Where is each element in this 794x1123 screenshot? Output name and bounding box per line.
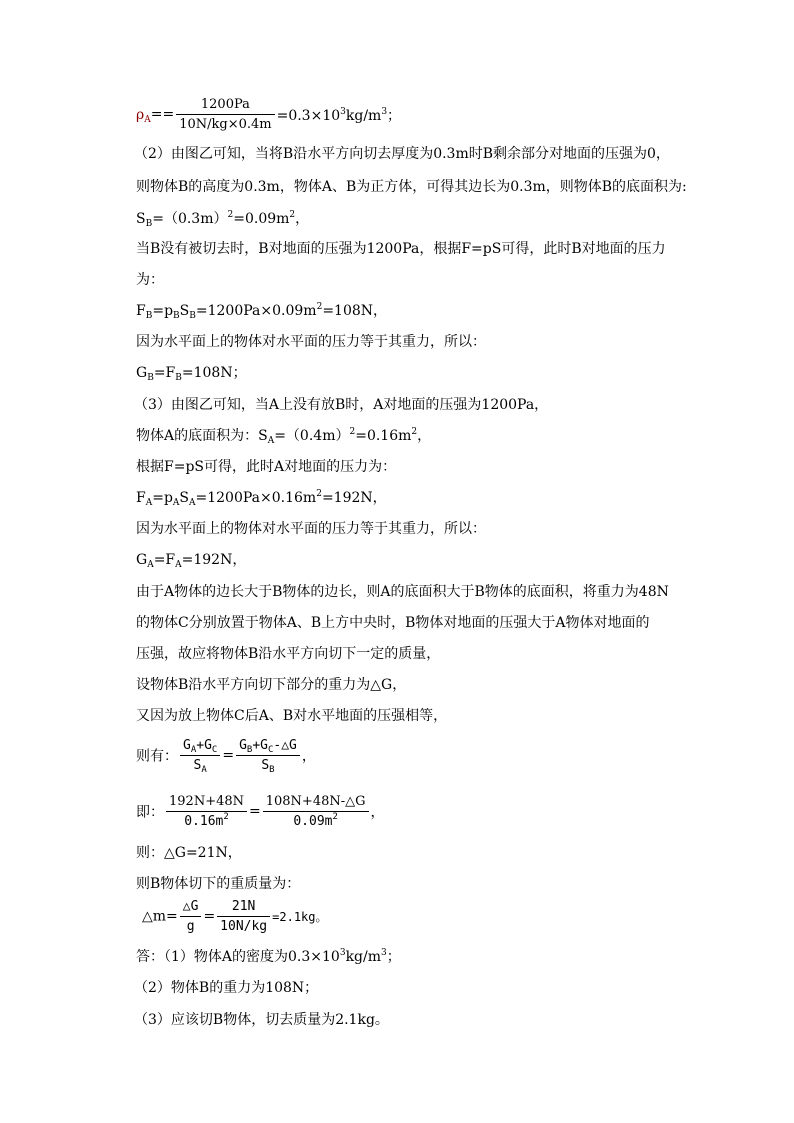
answer-line-1: 答：（1）物体A的密度为$0.3\times 10^3kg/m^3$； <box>136 948 401 965</box>
density-formula-line <box>136 97 401 132</box>
sb-formula: $S_B=(0.3m)^2=0.09m^2$， <box>136 210 310 229</box>
pressure-equality-equation: 则有： $\frac{G_A+G_C}{S_A}$ = $\frac{G_B+G_C-\triangle G}{S_B}$ ， <box>136 738 316 775</box>
density-fraction: $\frac{1200Pa}{10N/kg\times 0.4m}$ <box>176 97 274 132</box>
text-line: 则物体B的高度为0.3m，物体A、B为正方体，可得其边长为0.3m，则物体B的底面积为: <box>136 179 687 195</box>
text-line: 因为水平面上的物体对水平面的压力等于其重力，所以： <box>136 334 486 350</box>
text-line: 的物体C分别放置于物体A、B上方中央时，B物体对地面的压强大于A物体对地面的 <box>136 615 650 631</box>
sa-formula: 物体A的底面积为：$S_A=(0.4m)^2=0.16m^2$， <box>136 427 432 446</box>
text-line: 当B没有被切去时，B对地面的压强为1200Pa，根据F=pS可得，此时B对地面的压力 <box>136 241 666 257</box>
answer-line-2: （2）物体B的重力为108N； <box>134 980 319 996</box>
gb-formula: $G_B=F_B=108N$； <box>136 365 247 383</box>
text-line: 又因为放上物体C后A、B对水平地面的压强相等， <box>136 708 448 724</box>
text-line: （3）由图乙可知，当A上没有放B时，A对地面的压强为1200Pa， <box>134 397 549 413</box>
fraction-left: $\frac{G_A+G_C}{S_A}$ <box>180 738 220 773</box>
numeric-substitution-equation: 即： $\frac{192N+48N}{0.16m^2}$ = $\frac{108N+48N-\triangle G}{0.09m^2}$ ， <box>136 794 385 829</box>
text-line: 则：△G=21N， <box>136 845 242 861</box>
text-line: 压强，故应将物体B沿水平方向切下一定的质量， <box>136 646 441 662</box>
fraction-left: $\frac{\triangle G}{g}$ <box>180 899 202 934</box>
fb-formula: $F_B=p_BS_B=1200Pa\times 0.09m^2=108N$， <box>136 302 388 321</box>
text-line: 因为水平面上的物体对水平面的压力等于其重力，所以： <box>136 521 486 537</box>
text-line: 根据F=pS可得，此时A对地面的压力为： <box>136 459 397 475</box>
fraction-left: $\frac{192N+48N}{0.16m^2}$ <box>166 794 247 829</box>
density-result: $=0.3\times 10^3kg/m^3$； <box>276 106 402 124</box>
mass-equation: △m= $\frac{\triangle G}{g}$ = $\frac{21N}{10N/kg}$ =2.1kg。 <box>142 899 328 934</box>
text-line: 则B物体切下的重质量为： <box>136 876 301 892</box>
ga-formula: $G_A=F_A=192N$， <box>136 552 247 570</box>
fraction-right: $\frac{21N}{10N/kg}$ <box>217 899 270 934</box>
text-line: 设物体B沿水平方向切下部分的重力为△G， <box>136 677 407 693</box>
text-line: 由于A物体的边长大于B物体的边长，则A的底面积大于B物体的底面积，将重力为48N <box>136 584 669 600</box>
text-line: 为： <box>136 272 164 288</box>
fraction-right: $\frac{108N+48N-\triangle G}{0.09m^2}$ <box>263 794 369 829</box>
rho-symbol: $\rho_A$ <box>136 106 151 125</box>
fraction-right: $\frac{G_B+G_C-\triangle G}{S_B}$ <box>236 738 300 773</box>
answer-line-3: （3）应该切B物体，切去质量为2.1kg。 <box>134 1012 389 1028</box>
text-line: （2）由图乙可知，当将B沿水平方向切去厚度为0.3m时B剩余部分对地面的压强为0， <box>134 146 670 162</box>
equals-sign: == <box>150 106 175 123</box>
fa-formula: $F_A=p_AS_A=1200Pa\times 0.16m^2=192N$， <box>136 489 387 508</box>
